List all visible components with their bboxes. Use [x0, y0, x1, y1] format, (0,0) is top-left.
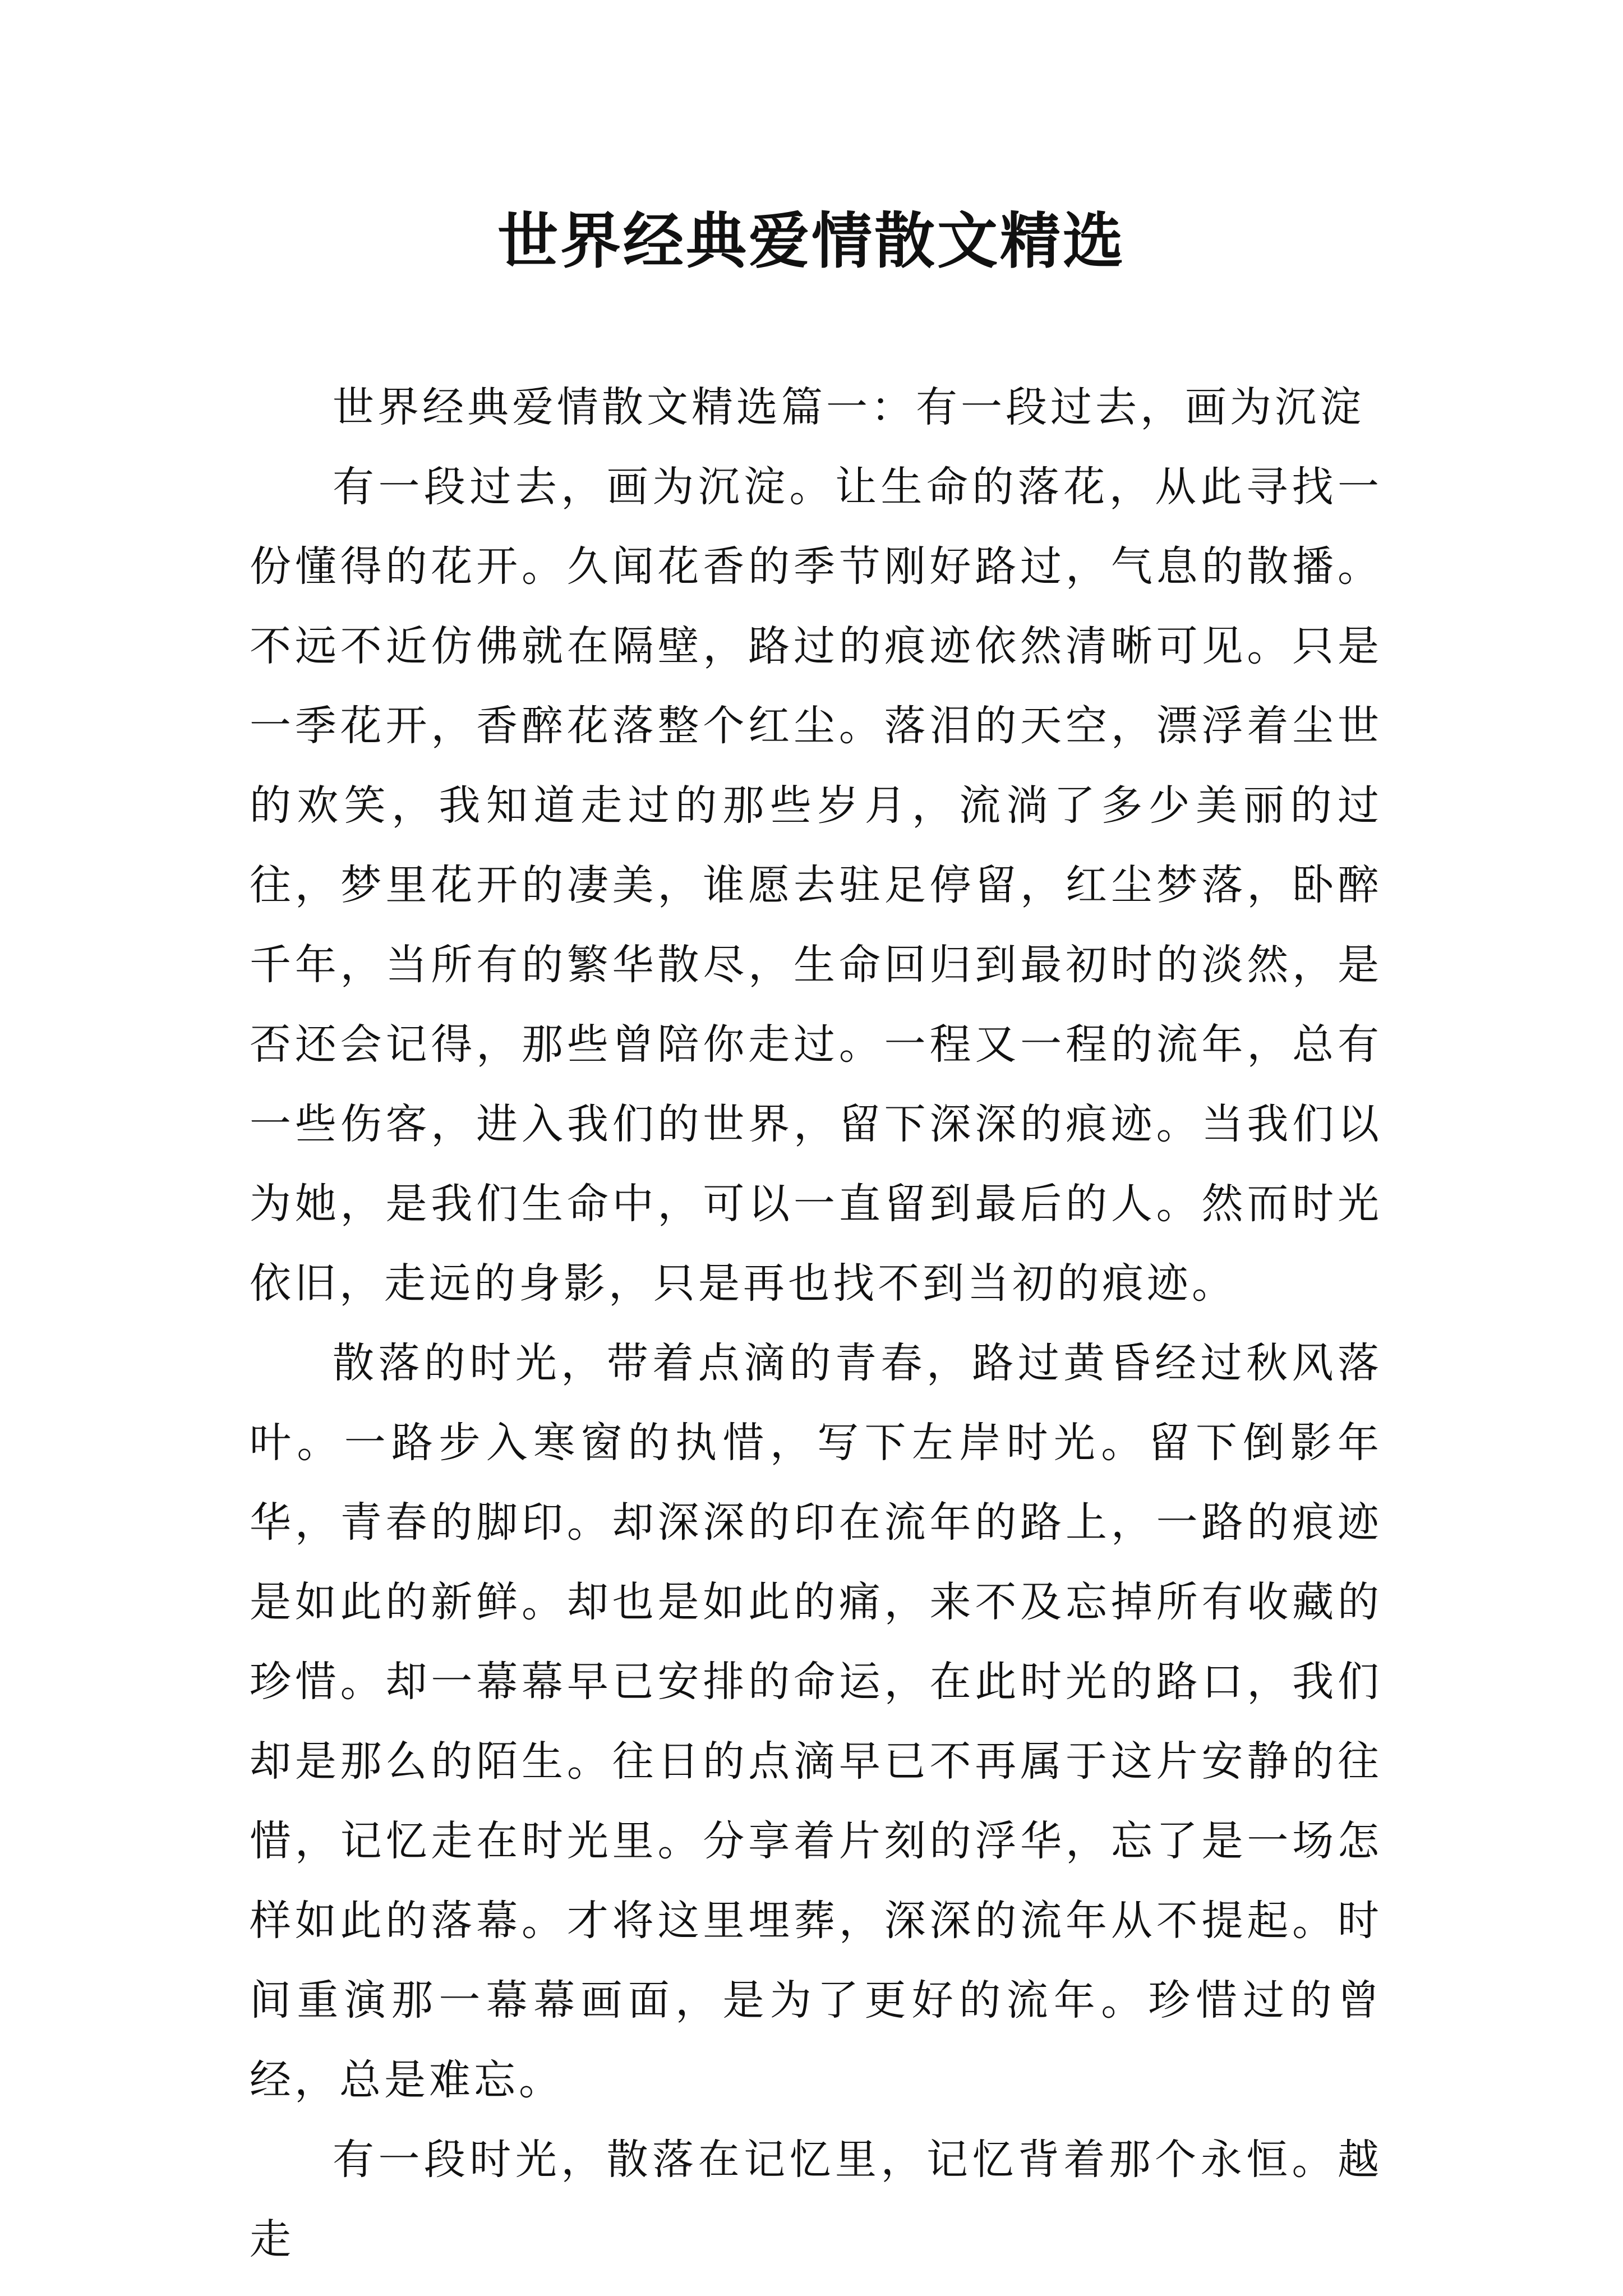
paragraph: 有一段时光，散落在记忆里，记忆背着那个永恒。越走 [250, 2136, 1382, 2263]
paragraph: 散落的时光，带着点滴的青春，路过黄昏经过秋风落叶。一路步入寒窗的执惜，写下左岸时光。留下倒影年华，青春的脚印。却深深的印在流年的路上，一路的痕迹是如此的新鲜。却也是如此的痛，来不及忘掉所有收藏的珍惜。却一幕幕早已安排的命运，在此时光的路口，我们却是那么的陌生。往日的点滴早已不再属于这片安静的往惜，记忆走在时光里。分享着片刻的浮华，忘了是一场怎样如此的落幕。才将这里埋葬，深深的流年从不提起。时间重演那一幕幕画面，是为了更好的流年。珍惜过的曾经，总是难忘。 [250, 1339, 1382, 2104]
document-body [250, 367, 1382, 2279]
paragraph: 有一段过去，画为沉淀。让生命的落花，从此寻找一份懂得的花开。久闻花香的季节刚好路过，气息的散播。不远不近仿佛就在隔壁，路过的痕迹依然清晰可见。只是一季花开，香醉花落整个红尘。落泪的天空，漂浮着尘世的欢笑，我知道走过的那些岁月，流淌了多少美丽的过往，梦里花开的凄美，谁愿去驻足停留，红尘梦落，卧醉千年，当所有的繁华散尽，生命回归到最初时的淡然，是否还会记得，那些曾陪你走过。一程又一程的流年，总有一些伤客，进入我们的世界，留下深深的痕迹。当我们以为她，是我们生命中，可以一直留到最后的人。然而时光依旧，走远的身影，只是再也找不到当初的痕迹。 [250, 463, 1382, 1308]
page-title: 世界经典爱情散文精选 [497, 206, 1126, 277]
section-heading: 世界经典爱情散文精选篇一：有一段过去，画为沉淀 [333, 383, 1364, 431]
